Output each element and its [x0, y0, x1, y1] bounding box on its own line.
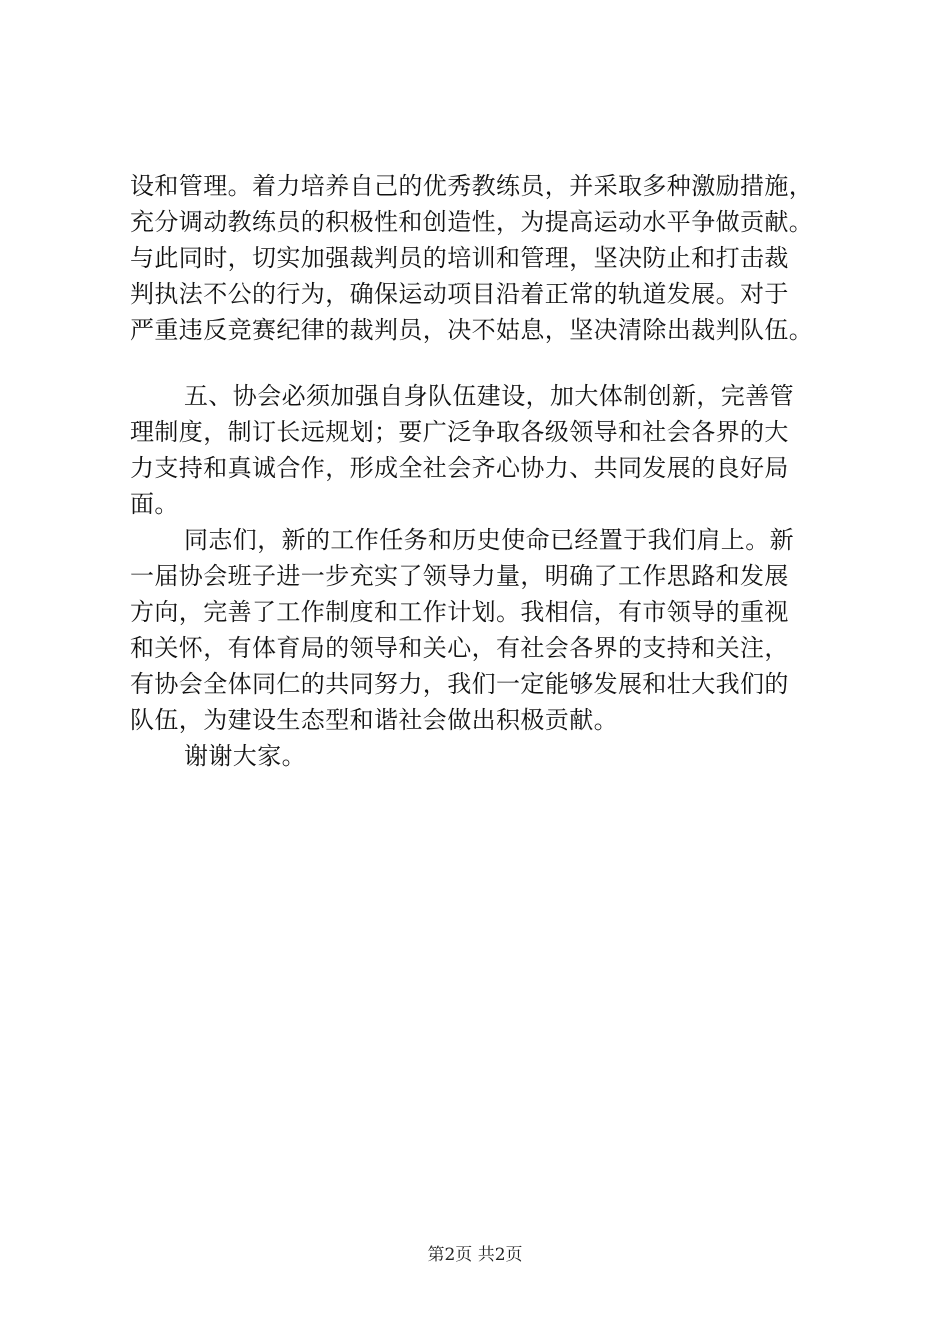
paragraph-comrades [130, 522, 830, 738]
text-line: 严重违反竞赛纪律的裁判员，决不姑息，坚决清除出裁判队伍。 [130, 316, 814, 344]
text-line: 谢谢大家。 [184, 742, 306, 770]
text-line: 与此同时，切实加强裁判员的培训和管理，坚决防止和打击裁 [130, 244, 789, 272]
text-line: 充分调动教练员的积极性和创造性，为提高运动水平争做贡献。 [130, 208, 814, 236]
text-line: 理制度，制订长远规划；要广泛争取各级领导和社会各界的大 [130, 418, 789, 446]
text-line: 同志们，新的工作任务和历史使命已经置于我们肩上。新 [184, 526, 794, 554]
text-line: 力支持和真诚合作，形成全社会齐心协力、共同发展的良好局 [130, 454, 789, 482]
page-number-footer: 第2页 共2页 [427, 1245, 523, 1265]
paragraph-point-five [130, 378, 830, 522]
paragraph-spacer [130, 348, 830, 378]
paragraph-closing [130, 738, 830, 774]
document-body [130, 168, 830, 774]
text-line: 五、协会必须加强自身队伍建设，加大体制创新，完善管 [184, 382, 794, 410]
paragraph-referee-management [130, 168, 830, 348]
text-line: 有协会全体同仁的共同努力，我们一定能够发展和壮大我们的 [130, 670, 789, 698]
text-line: 队伍，为建设生态型和谐社会做出积极贡献。 [130, 706, 618, 734]
text-line: 方向，完善了工作制度和工作计划。我相信，有市领导的重视 [130, 598, 789, 626]
text-line: 设和管理。着力培养自己的优秀教练员，并采取多种激励措施， [130, 172, 814, 200]
text-line: 面。 [130, 490, 179, 518]
text-line: 和关怀，有体育局的领导和关心，有社会各界的支持和关注， [130, 634, 789, 662]
text-line: 一届协会班子进一步充实了领导力量，明确了工作思路和发展 [130, 562, 789, 590]
text-line: 判执法不公的行为，确保运动项目沿着正常的轨道发展。对于 [130, 280, 789, 308]
